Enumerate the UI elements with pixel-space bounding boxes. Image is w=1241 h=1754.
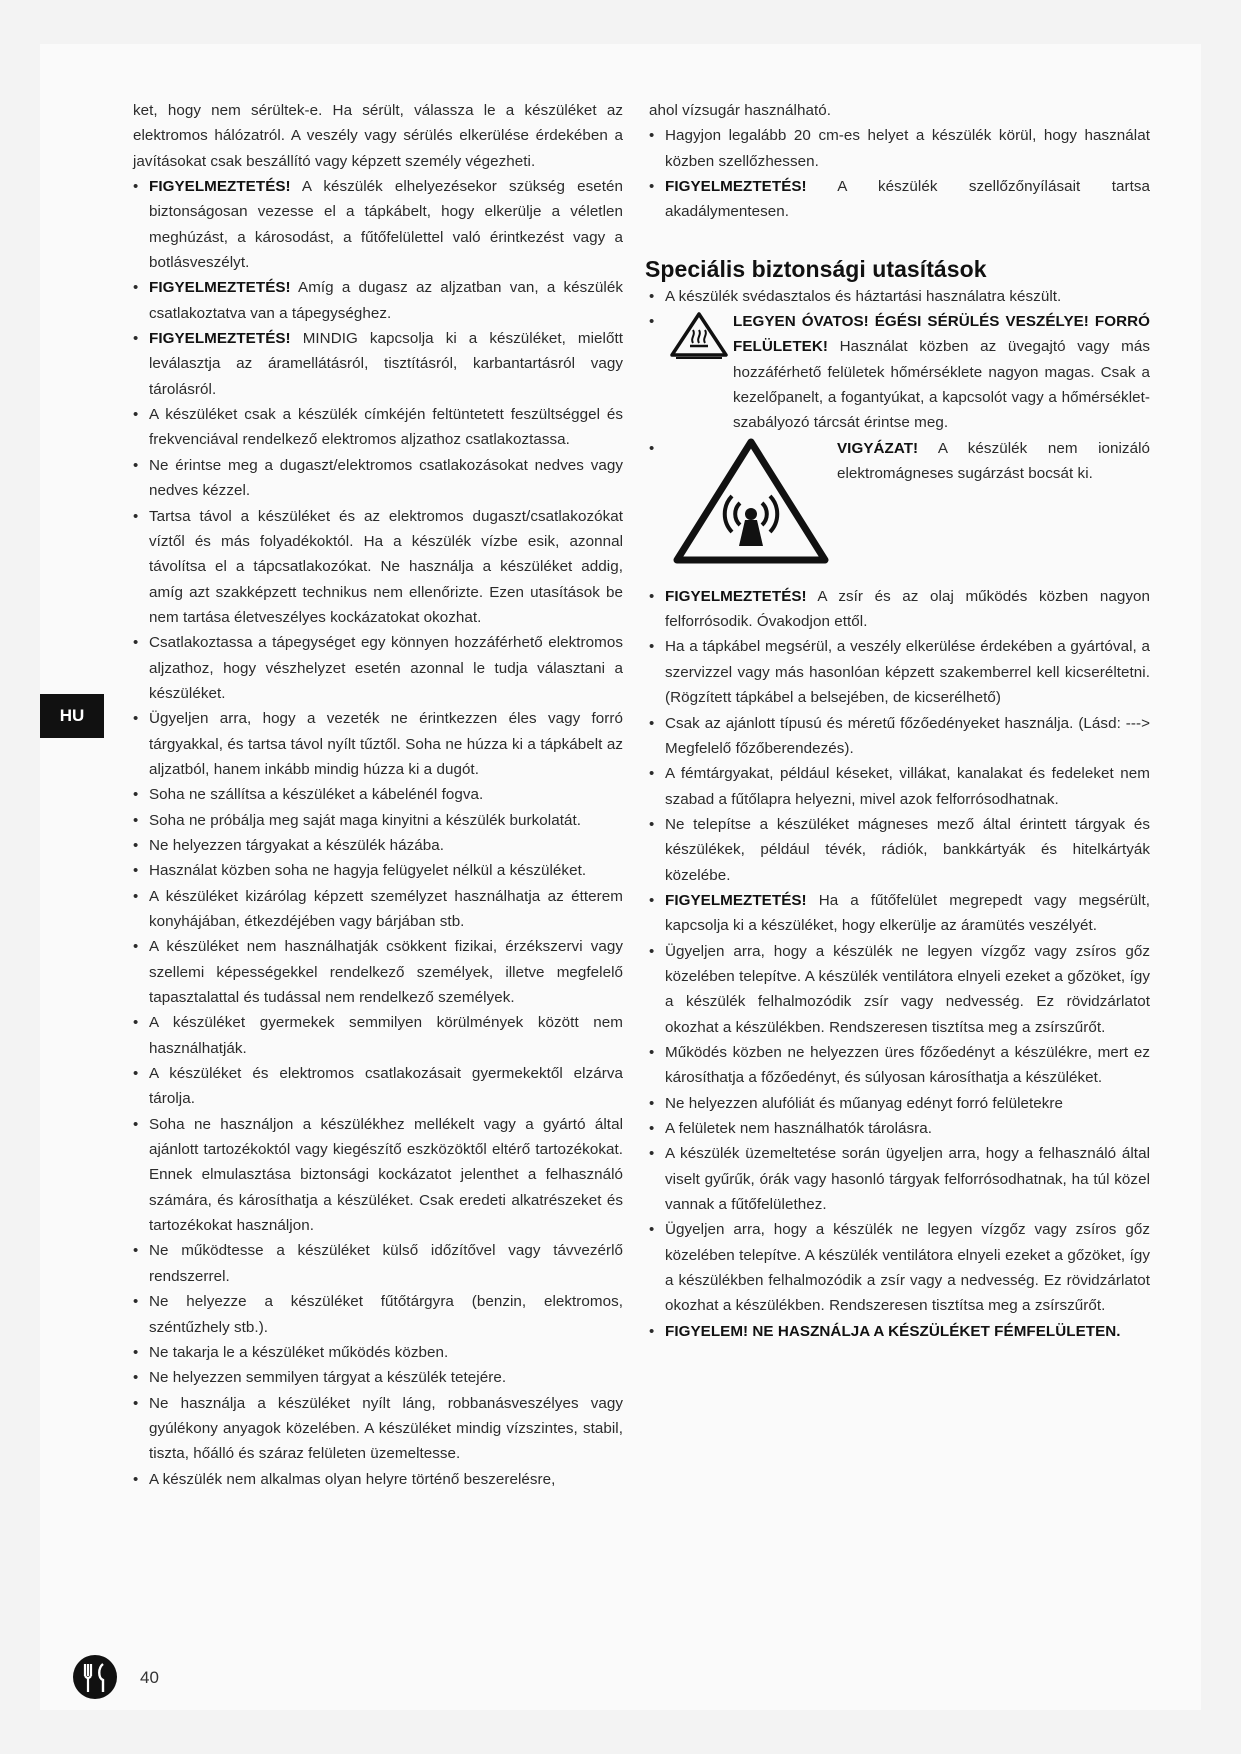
- section-heading: Speciális biztonsági utasítások: [645, 255, 987, 282]
- bullet: •: [649, 1322, 655, 1340]
- list-item: [133, 1391, 623, 1467]
- left-intro-paragraph: ket, hogy nem sérültek-e. Ha sérült, válassza le a készüléket az elektromos hálózatról. A veszély vagy sérülés elkerülése érdekében a javításokat csak beszállító vagy képzett személy végezheti.: [133, 102, 623, 170]
- left-column: [133, 98, 623, 1492]
- caution-row: [665, 309, 1150, 436]
- radiation-item: [649, 436, 1150, 566]
- list-item-text: Használat közben soha ne hagyja felügyelet nélkül a készüléket.: [149, 862, 587, 880]
- list-item: [133, 1289, 623, 1340]
- list-item-text: A fémtárgyakat, például késeket, villákat, kanalakat és fedeleket nem szabad a fűtőlapra helyezni, mivel azok felforrósodhatnak.: [665, 765, 1150, 808]
- list-item: [649, 888, 1150, 939]
- list-item: [133, 782, 623, 807]
- language-tab: HU: [40, 694, 104, 738]
- list-item-text: Ne használja a készüléket nyílt láng, robbanásveszélyes vagy gyúlékony anyagok közelében. A készüléket mindig vízszintes, stabil, tiszta, hőálló és száraz felületen üzemeltesse.: [149, 1394, 623, 1463]
- list-item: [133, 1112, 623, 1239]
- list-item: [649, 174, 1150, 225]
- bullet: •: [133, 279, 139, 297]
- right-bullet-list: [649, 584, 1150, 1344]
- list-item: [133, 858, 623, 883]
- list-item-text: A készülék elhelyezésekor szükség esetén biztonságosan vezesse el a tápkábelt, hogy elkerülje a véletlen meghúzást, a károsodást, a fűtőfelülettel való érintkezést vagy a botlásveszélyt.: [149, 178, 623, 272]
- list-item: [133, 833, 623, 858]
- list-item: [133, 275, 623, 326]
- list-item: [133, 1010, 623, 1061]
- bullet: •: [133, 1242, 139, 1260]
- bullet: •: [649, 1043, 655, 1061]
- warning-label: FIGYELMEZTETÉS!: [665, 587, 807, 605]
- list-item: [649, 939, 1150, 1040]
- bullet: •: [133, 710, 139, 728]
- bullet: •: [649, 1145, 655, 1163]
- list-item-text: Működés közben ne helyezzen üres főzőedényt a készülékre, mert ez károsíthatja a főzőedényt, és súlyosan károsíthatja a készüléket.: [665, 1043, 1150, 1087]
- list-item: [649, 584, 1150, 635]
- bullet: •: [649, 765, 655, 783]
- list-item-text: Ne érintse meg a dugaszt/elektromos csatlakozásokat nedves vagy nedves kézzel.: [149, 456, 623, 500]
- list-item: [133, 706, 623, 782]
- list-item-text: Csak az ajánlott típusú és méretű főzőedényeket használja. (Lásd: ---> Megfelelő főzőberendezés).: [665, 714, 1150, 757]
- bullet: •: [133, 786, 139, 804]
- non-ionizing-radiation-icon: [671, 436, 831, 566]
- bullet: •: [649, 815, 655, 833]
- list-item-text: Ne helyezzen tárgyakat a készülék házába.: [149, 836, 445, 854]
- warning-label: FIGYELMEZTETÉS!: [149, 279, 291, 297]
- list-item-text: Ne működtesse a készüléket külső időzítővel vagy távvezérlő rendszerrel.: [149, 1242, 623, 1285]
- list-item: [649, 123, 1150, 174]
- bullet: •: [649, 587, 655, 605]
- list-item: [133, 934, 623, 1010]
- list-item-text: Ügyeljen arra, hogy a készülék ne legyen vízgőz vagy zsíros gőz közelében telepítve. A készülék ventilátora elnyeli ezeket a gőzöket, így a készülékben felhalmozódik a zsír vagy a nedvesség. Ez rövidzárlatot okozhat a készülékben. Rendszeresen tisztítsa meg a zsírszűrőt.: [665, 1221, 1150, 1315]
- bullet: •: [133, 1014, 139, 1032]
- bullet: •: [649, 1120, 655, 1137]
- right-intro-paragraph: ahol vízsugár használható.: [649, 102, 831, 119]
- caution-item: [649, 309, 1150, 436]
- bullet: •: [133, 1343, 139, 1361]
- bullet: •: [649, 1094, 655, 1112]
- list-item: [649, 761, 1150, 812]
- radiation-row: [665, 436, 1150, 566]
- bullet: •: [133, 1293, 139, 1311]
- page-number: 40: [140, 1668, 159, 1687]
- warning-label: FIGYELMEZTETÉS!: [665, 178, 807, 196]
- list-item: [133, 1238, 623, 1289]
- list-item: [649, 1319, 1150, 1344]
- list-item-text: A készüléket kizárólag képzett személyzet használhatja az étterem konyhájában, étkezdéjében vagy bárjában stb.: [149, 887, 623, 930]
- bullet: •: [649, 439, 655, 457]
- list-item: [133, 504, 623, 631]
- bullet: •: [133, 1369, 139, 1387]
- bullet: •: [133, 634, 139, 652]
- list-item: [649, 284, 1150, 309]
- list-item: [133, 326, 623, 402]
- list-item: [133, 808, 623, 833]
- list-item: [133, 453, 623, 504]
- bullet: •: [649, 714, 655, 732]
- bullet: •: [649, 287, 655, 305]
- warning-label: FIGYELEM! NE HASZNÁLJA A KÉSZÜLÉKET FÉMFELÜLETEN.: [665, 1322, 1121, 1340]
- list-item: [133, 1467, 623, 1492]
- bullet: •: [133, 178, 139, 196]
- bullet: •: [133, 456, 139, 474]
- bullet: •: [133, 1470, 139, 1488]
- bullet: •: [133, 1115, 139, 1133]
- list-item: [649, 1091, 1150, 1116]
- bullet: •: [649, 891, 655, 909]
- list-item-text: MINDIG kapcsolja ki a készüléket, mielőtt leválasztja az áramellátásról, tisztításról, karbantartásról vagy tárolásról.: [149, 330, 623, 398]
- brand-logo-icon: [72, 1654, 118, 1700]
- list-item-text: A felületek nem használhatók tárolásra.: [665, 1120, 933, 1137]
- warning-label: FIGYELMEZTETÉS!: [665, 891, 807, 909]
- list-item-text: Hagyjon legalább 20 cm-es helyet a készülék körül, hogy használat közben szellőzhessen.: [665, 127, 1150, 170]
- list-item: [649, 1217, 1150, 1318]
- list-item-text: A készüléket csak a készülék címkéjén feltüntetett feszültséggel és frekvenciával rendelkező elektromos aljzathoz csatlakoztassa.: [149, 406, 623, 449]
- list-item: [133, 1340, 623, 1365]
- bullet: •: [133, 862, 139, 880]
- list-item-text: A készülék svédasztalos és háztartási használatra készült.: [665, 287, 1062, 305]
- bullet: •: [649, 1221, 655, 1239]
- list-item-text: A készülék szellőzőnyílásait tartsa akadálymentesen.: [665, 178, 1150, 221]
- radiation-warning-label: VIGYÁZAT!: [837, 439, 919, 457]
- hot-surface-warning-icon: [669, 311, 729, 359]
- list-item: [649, 1116, 1150, 1141]
- bullet: •: [649, 178, 655, 196]
- bullet: •: [133, 1394, 139, 1412]
- bullet: •: [133, 1065, 139, 1083]
- list-item-text: Ügyeljen arra, hogy a készülék ne legyen vízgőz vagy zsíros gőz közelében telepítve. A készülék ventilátora elnyeli ezeket a gőzöket, így a készülék felhalmozódik zsír vagy nedvesség. Ez rövidzárlatot okozhat a készülékben. Rendszeresen tisztítsa meg a zsírszűrőt.: [665, 942, 1150, 1036]
- list-item-text: Ha a fűtőfelület megrepedt vagy megsérült, kapcsolja ki a készüléket, hogy elkerülje az áramütés veszélyét.: [665, 891, 1150, 935]
- list-item-text: Ügyeljen arra, hogy a vezeték ne érintkezzen éles vagy forró tárgyakkal, és tartsa távol nyílt tűztől. Soha ne húzza ki a tápkábelt az aljzatból, hanem inkább mindig húzza ki a dugót.: [149, 710, 623, 778]
- list-item: [133, 402, 623, 453]
- list-item-text: Csatlakoztassa a tápegységet egy könnyen hozzáférhető elektromos aljzathoz, hogy vészhelyzet esetén azonnal le tudja választani a készüléket.: [149, 634, 623, 702]
- list-item: [133, 884, 623, 935]
- list-item-text: Soha ne használjon a készülékhez mellékelt vagy a gyártó által ajánlott tartozékoktól vagy kiegészítő eszközöktől eltérő tartozékokat. Ennek elmulasztása biztonsági kockázatot jelenthet a felhasználó számára, és károsíthatja a készüléket. Csak eredeti alkatrészeket és tartozékokat használjon.: [149, 1115, 623, 1235]
- warning-label: FIGYELMEZTETÉS!: [149, 330, 291, 348]
- list-item: [133, 174, 623, 275]
- bullet: •: [133, 938, 139, 956]
- bullet: •: [649, 313, 655, 331]
- radiation-text: A készülék nem ionizáló elektromágneses sugárzást bocsát ki.: [837, 439, 1150, 483]
- bullet: •: [133, 330, 139, 348]
- bullet: •: [133, 887, 139, 905]
- list-item-text: Ne takarja le a készüléket működés közben.: [149, 1343, 449, 1361]
- bullet: •: [133, 811, 139, 829]
- bullet: •: [133, 507, 139, 525]
- list-item: [133, 1061, 623, 1112]
- list-item-text: Soha ne próbálja meg saját maga kinyitni a készülék burkolatát.: [149, 811, 582, 829]
- right-top-bullet-list: [649, 123, 1150, 224]
- list-item: [649, 634, 1150, 710]
- list-item-text: A készüléket gyermekek semmilyen körülmények között nem használhatják.: [149, 1014, 623, 1057]
- bullet: •: [133, 836, 139, 854]
- caution-text: Használat közben az üvegajtó vagy más hozzáférhető felületek hőmérséklete nagyon magas. Csak a kezelőpanelt, a fogantyúkat, a kapcsolót vagy a hőmérséklet-szabályozó tárcsát érintse meg.: [733, 338, 1150, 432]
- list-item-text: A készülék üzemeltetése során ügyeljen arra, hogy a felhasználó által viselt gyűrűk, órák vagy hasonló tárgyak felforrósodhatnak, ha túl közel vannak a fűtőfelülethez.: [665, 1145, 1150, 1214]
- list-item-text: A készülék nem alkalmas olyan helyre történő beszerelésre,: [149, 1470, 556, 1488]
- list-item-text: Soha ne szállítsa a készüléket a kábelénél fogva.: [149, 786, 484, 804]
- list-item: [133, 630, 623, 706]
- warning-label: FIGYELMEZTETÉS!: [149, 178, 291, 196]
- caution-warning-label: LEGYEN ÓVATOS! ÉGÉSI SÉRÜLÉS VESZÉLYE! FORRÓ FELÜLETEK!: [733, 313, 1150, 356]
- list-item-text: A készüléket nem használhatják csökkent fizikai, érzékszervi vagy szellemi képességekkel rendelkező személyek, illetve megfelelő tapasztalattal és tudással nem rendelkező személyek.: [149, 938, 623, 1007]
- list-item-text: Ha a tápkábel megsérül, a veszély elkerülése érdekében a gyártóval, a szervizzel vagy más hasonlóan képzett szakemberrel kell kicseréltetni. (Rögzített tápkábel a belsejében, de kicserélhető): [665, 638, 1150, 707]
- list-item: [649, 1040, 1150, 1091]
- list-item: [133, 1365, 623, 1390]
- list-item-text: Ne helyezzen semmilyen tárgyat a készülék tetejére.: [149, 1369, 507, 1387]
- list-item: [649, 711, 1150, 762]
- list-item-text: Amíg a dugasz az aljzatban van, a készülék csatlakoztatva van a tápegységhez.: [149, 279, 623, 322]
- list-item-text: Ne telepítse a készüléket mágneses mező által érintett tárgyak és készülékek, például tévék, rádiók, bankkártyák és hitelkártyák közelébe.: [665, 815, 1150, 884]
- list-item-text: Ne helyezze a készüléket fűtőtárgyra (benzin, elektromos, széntűzhely stb.).: [149, 1293, 623, 1336]
- bullet: •: [133, 406, 139, 424]
- list-item-text: Ne helyezzen alufóliát és műanyag edényt forró felületekre: [665, 1094, 1064, 1112]
- list-item: [649, 812, 1150, 888]
- list-item-text: Tartsa távol a készüléket és az elektromos dugaszt/csatlakozókat víztől és más folyadékoktól. Ha a készülék vízbe esik, azonnal távolítsa el a tápcsatlakozókat. Ne használja a készüléket addig, amíg azt szakképzett technikus nem ellenőrizte. Ezen utasítások be nem tartása életveszélyes kockázatokat okozhat.: [149, 507, 623, 626]
- bullet: •: [649, 127, 655, 145]
- list-item-text: A zsír és az olaj működés közben nagyon felforrósodik. Óvakodjon ettől.: [665, 587, 1150, 631]
- right-column: [645, 98, 1150, 1344]
- list-item: [649, 1141, 1150, 1217]
- left-bullet-list: [133, 174, 623, 1492]
- bullet: •: [649, 638, 655, 656]
- list-item-text: A készüléket és elektromos csatlakozásait gyermekektől elzárva tárolja.: [149, 1065, 623, 1108]
- bullet: •: [649, 942, 655, 960]
